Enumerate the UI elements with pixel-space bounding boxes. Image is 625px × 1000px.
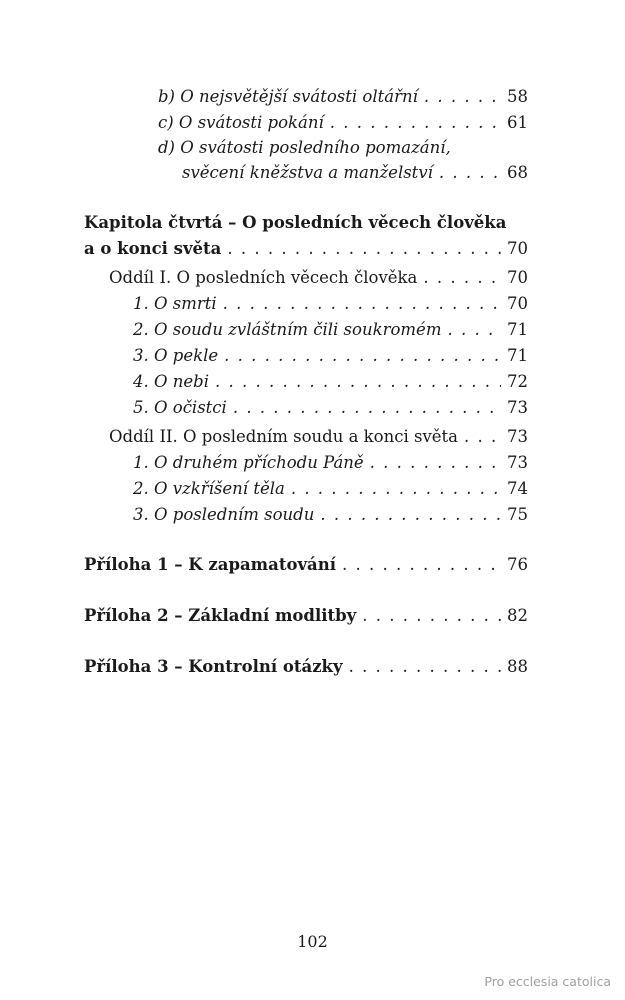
toc-entry-title: Příloha 3 – Kontrolní otázky: [84, 657, 343, 676]
toc-entry-page: 75: [507, 505, 528, 524]
toc-entry-page: 71: [507, 346, 528, 365]
toc-entry-title: Příloha 1 – K zapamatování: [84, 555, 336, 574]
toc-entry: [133, 395, 528, 421]
toc-entry-title: 2. O soudu zvláštním čili soukromém: [133, 320, 442, 339]
toc-leader-dots: [314, 502, 501, 528]
toc-entry-page: 58: [507, 87, 528, 106]
toc-entry-title: 5. O očistci: [133, 398, 227, 417]
watermark: Pro ecclesia catolica: [484, 974, 611, 989]
toc-entry: [133, 291, 528, 317]
toc-entry-title: 2. O vzkříšení těla: [133, 479, 285, 498]
toc-entry-title: svěcení kněžstva a manželství: [182, 163, 433, 182]
toc-entry: [133, 502, 528, 528]
toc-leader-dots: [336, 552, 501, 578]
toc-leader-dots: [217, 291, 501, 317]
toc-entry-title: Oddíl I. O posledních věcech člověka: [109, 268, 418, 287]
toc-entry-page: 73: [507, 398, 528, 417]
toc-leader-dots: [285, 476, 501, 502]
toc-leader-dots: [417, 265, 501, 291]
toc-entry-title: a o konci světa: [84, 239, 222, 258]
toc-entry: [133, 369, 528, 395]
toc-entry: [133, 343, 528, 369]
toc-entry-page: 74: [507, 479, 528, 498]
toc-entry-page: 71: [507, 320, 528, 339]
toc-entry: [158, 110, 528, 136]
toc-entry-title: 1. O druhém příchodu Páně: [133, 453, 364, 472]
toc-appendix-entry: [84, 603, 528, 629]
toc-entry-page: 82: [507, 606, 528, 625]
toc-entry-title: c) O svátosti pokání: [158, 113, 324, 132]
toc-entry-page: 73: [507, 427, 528, 446]
toc-entry-page: 73: [507, 453, 528, 472]
toc-entry-page: 76: [507, 555, 528, 574]
toc-leader-dots: [364, 450, 501, 476]
toc-leader-dots: [221, 236, 501, 262]
toc-entry-page: 68: [507, 163, 528, 182]
page-number: 102: [297, 932, 328, 951]
toc-entry-page: 88: [507, 657, 528, 676]
toc-chapter-entry: [84, 236, 528, 262]
toc-leader-dots: [343, 654, 501, 680]
toc-leader-dots: [458, 424, 501, 450]
toc-entry: [158, 84, 528, 110]
toc-leader-dots: [441, 317, 501, 343]
toc-entry: [133, 317, 528, 343]
toc-entry-title: Příloha 2 – Základní modlitby: [84, 606, 357, 625]
toc-entry-page: 70: [507, 268, 528, 287]
toc-leader-dots: [218, 343, 501, 369]
toc-entry-title: 3. O posledním soudu: [133, 505, 315, 524]
toc-appendix-entry: [84, 654, 528, 680]
toc-section-entry: [109, 424, 528, 450]
toc-entry-page: 72: [507, 372, 528, 391]
toc-entry: [133, 450, 528, 476]
toc-leader-dots: [209, 369, 501, 395]
toc-leader-dots: [418, 84, 501, 110]
toc-entry: [182, 160, 528, 186]
toc-leader-dots: [433, 160, 501, 186]
toc-appendix-entry: [84, 552, 528, 578]
toc-entry-page: 70: [507, 239, 528, 258]
toc-leader-dots: [324, 110, 501, 136]
toc-entry-title: b) O nejsvětější svátosti oltářní: [158, 87, 418, 106]
toc-entry-page: 70: [507, 294, 528, 313]
toc-entry-title: Oddíl II. O posledním soudu a konci světa: [109, 427, 458, 446]
toc-entry-title-line1: d) O svátosti posledního pomazání,: [158, 138, 451, 157]
toc-entry-title: 4. O nebi: [133, 372, 209, 391]
toc-entry-title: 1. O smrti: [133, 294, 217, 313]
toc-leader-dots: [356, 603, 501, 629]
toc-leader-dots: [227, 395, 501, 421]
toc-entry-title: 3. O pekle: [133, 346, 219, 365]
toc-entry-page: 61: [507, 113, 528, 132]
chapter-title-line1: Kapitola čtvrtá – O posledních věcech člověka: [84, 213, 507, 232]
toc-section-entry: [109, 265, 528, 291]
toc-entry: [133, 476, 528, 502]
